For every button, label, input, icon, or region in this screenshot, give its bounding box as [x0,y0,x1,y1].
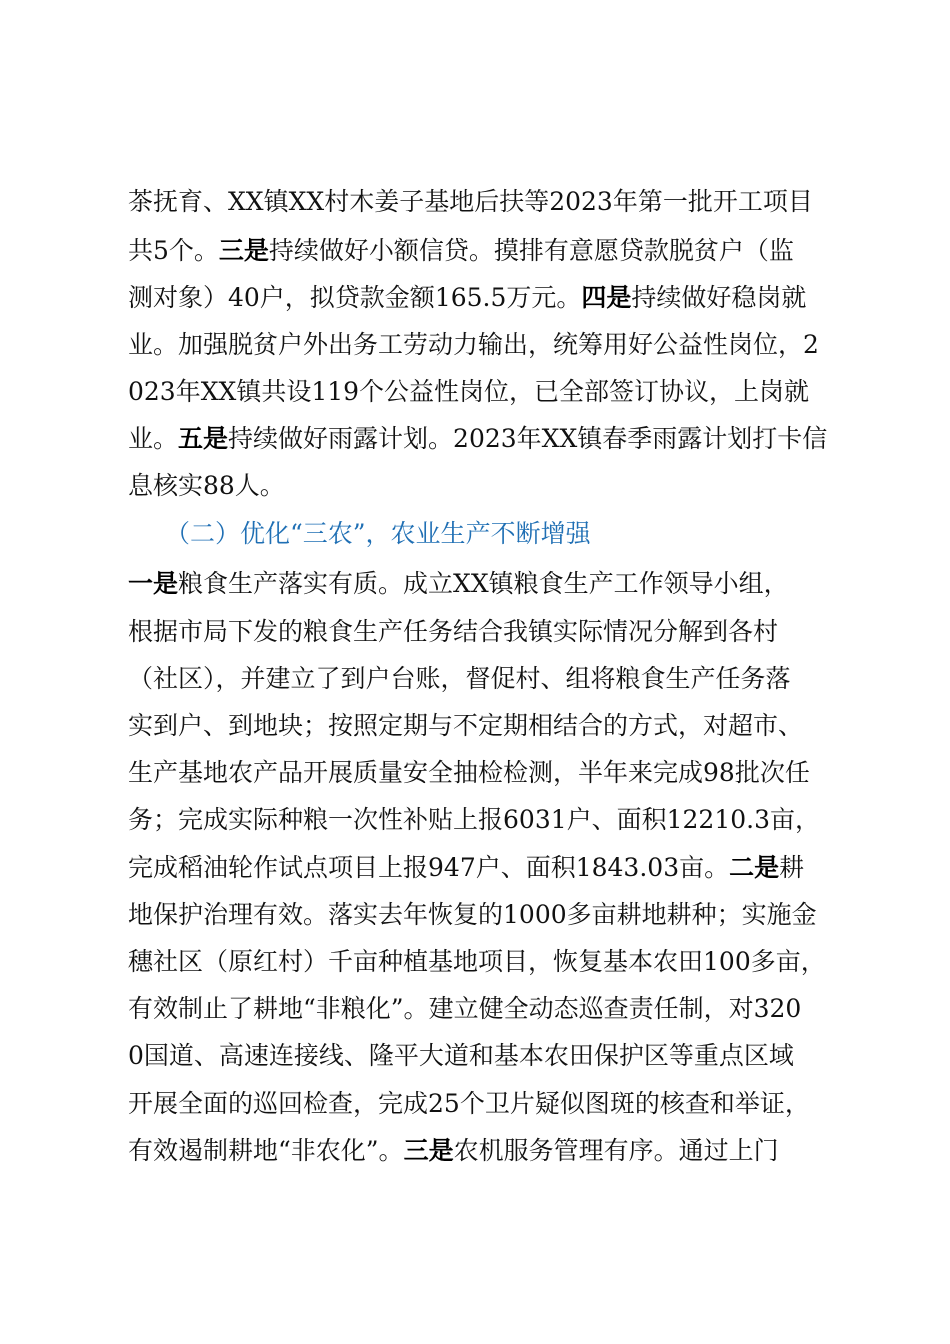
text-line [128,1084,838,1124]
text-line [128,895,838,935]
text-run: 业。 [128,424,179,453]
text-line [128,753,838,793]
text-line [128,278,838,318]
text-run: 完成稻油轮作试点项目上报947户、面积1843.03亩。 [128,853,730,882]
section-heading [165,514,875,554]
text-line [128,419,838,459]
text-run: 穗社区（原红村）千亩种植基地项目，恢复基本农田100多亩， [128,947,826,976]
bold-marker: 四是 [581,283,632,312]
text-run: 农机服务管理有序。通过上门 [453,1136,779,1165]
text-line [128,231,838,271]
text-run: 持续做好稳岗就 [631,283,807,312]
text-line [128,372,838,412]
bold-marker: 一是 [128,569,179,598]
section-heading-text: （二）优化“三农”，农业生产不断增强 [165,519,591,548]
text-run: 有效遏制耕地“非农化”。 [128,1136,404,1165]
text-line [128,800,838,840]
text-run: 地保护治理有效。落实去年恢复的1000多亩耕地耕种；实施金 [128,900,817,929]
text-run: 共5个。 [128,236,219,265]
text-run: 测对象）40户，拟贷款金额165.5万元。 [128,283,582,312]
text-run: 实到户、到地块；按照定期与不定期相结合的方式，对超市、 [128,711,804,740]
text-run: 开展全面的巡回检查，完成25个卫片疑似图斑的核查和举证， [128,1089,810,1118]
text-run: 息核实88人。 [128,471,285,500]
text-line [128,989,838,1029]
text-line [128,659,838,699]
text-run: 023年XX镇共设119个公益性岗位，已全部签订协议，上岗就 [128,377,810,406]
text-run: 务；完成实际种粮一次性补贴上报6031户、面积12210.3亩， [128,805,821,834]
text-run: 有效制止了耕地“非粮化”。建立健全动态巡查责任制，对320 [128,994,802,1023]
text-line [128,466,838,506]
text-run: 茶抚育、XX镇XX村木姜子基地后扶等2023年第一批开工项目 [128,187,813,216]
text-line [128,848,838,888]
text-run: 持续做好小额信贷。摸排有意愿贷款脱贫户（监 [268,236,794,265]
text-line [128,564,838,604]
bold-marker: 二是 [729,853,780,882]
text-run: 0国道、高速连接线、隆平大道和基本农田保护区等重点区域 [128,1041,794,1070]
text-line [128,182,838,222]
text-line [128,612,838,652]
text-run: 业。加强脱贫户外出务工劳动力输出，统筹用好公益性岗位，2 [128,330,819,359]
text-run: （社区），并建立了到户台账，督促村、组将粮食生产任务落 [128,664,791,693]
text-run: 生产基地农产品开展质量安全抽检检测，半年来完成98批次任 [128,758,810,787]
bold-marker: 三是 [218,236,269,265]
text-line [128,942,838,982]
text-line [128,325,838,365]
text-line [128,1036,838,1076]
bold-marker: 五是 [178,424,229,453]
bold-marker: 三是 [403,1136,454,1165]
text-line [128,1131,838,1171]
text-run: 粮食生产落实有质。成立XX镇粮食生产工作领导小组， [178,569,789,598]
text-run: 耕 [779,853,805,882]
text-run: 持续做好雨露计划。2023年XX镇春季雨露计划打卡信 [228,424,828,453]
text-line [128,706,838,746]
text-run: 根据市局下发的粮食生产任务结合我镇实际情况分解到各村 [128,617,779,646]
